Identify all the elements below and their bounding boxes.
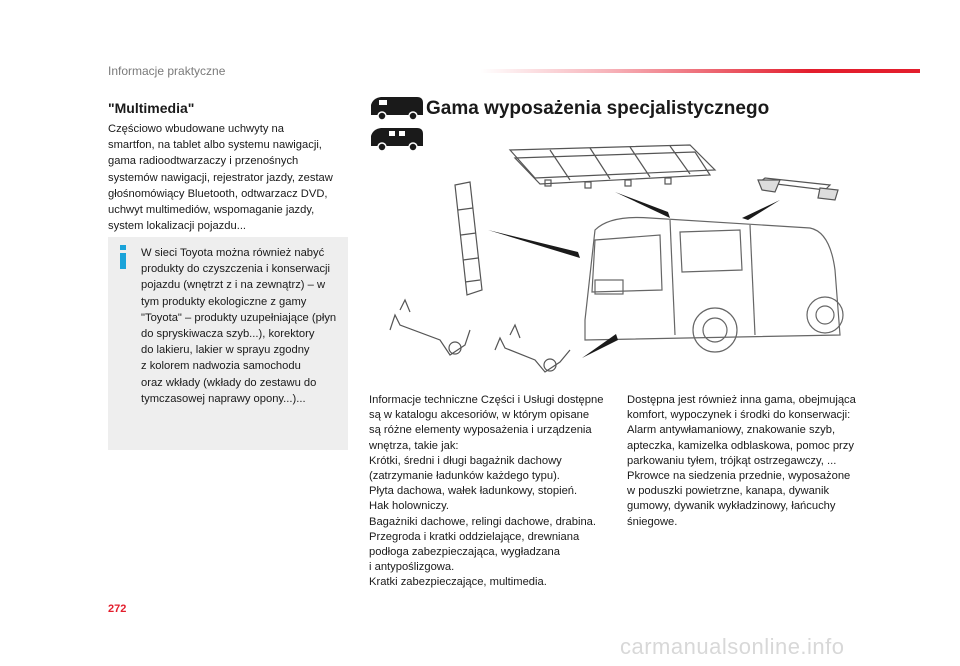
ladder-drawing (455, 182, 482, 295)
watermark: carmanualsonline.info (620, 634, 845, 659)
van-drawing (585, 218, 843, 353)
info-box-text: W sieci Toyota można również nabyć produkty do czyszczenia i konserwacji pojazdu (wnętrzt z i na zewnątrz) – w tym produkty ekologiczne z gamy "Toyota" – produkty uzupełniające (płyn do spryskiwacza szyb...), korektory do lakieru, lakier w sprayu zgodny z kolorem nadwozia samochodu oraz wkłady (wkłady do zestawu do tymczasowej naprawy opony...)... (141, 247, 337, 405)
gama-title: Gama wyposażenia specjalistycznego (426, 98, 770, 119)
column-right-text: Dostępna jest również inna gama, obejmująca komfort, wypoczynek i środki do konserwacji: Alarm antywłamaniowy, znakowanie szyb, apteczka, kamizelka odblaskowa, pomoc przy parkowaniu tyłem, trójkąt ostrzegawczy, ... Pkrowce na siedzenia przednie, wyposażone w poduszki powietrzne, kanapa, dywanik gumowy, dywanik wykładzinowy, łańcuchy śniegowe. (627, 394, 856, 528)
info-box (108, 237, 348, 450)
section-title-multimedia: "Multimedia" (108, 100, 195, 116)
van-icon (369, 95, 425, 121)
multimedia-description: Częściowo wbudowane uchwyty na smartfon, na tablet albo systemu nawigacji, gama radioodtwarzaczy i przenośnych systemów nawigacji, rejestrator jazdy, zestaw głośnomówiący Bluetooth, odtwarzacz DVD, uchwyt multimediów, wspomaganie jazdy, system lokalizacji pojazdu... (108, 123, 333, 233)
column-middle-text: Informacje techniczne Części i Usługi dostępne są w katalogu akcesoriów, w którym opisane są różne elementy wyposażenia i urządzenia wnętrza, takie jak: Krótki, średni i długi bagażnik dachowy (zatrzymanie ładunków każdego typu). Płyta dachowa, wałek ładunkowy, stopień. Hak holowniczy. Bagażniki dachowe, relingi dachowe, drabina. Przegroda i kratki oddzielające, drewniana podłoga zabezpieczająca, wygładzana i antypoślizgowa. Kratki zabezpieczające, multimedia. (369, 394, 604, 589)
roof-rack-drawing (510, 145, 715, 188)
header-accent-line (480, 69, 920, 73)
header-label: Informacje praktyczne (108, 64, 226, 78)
page-number: 272 (108, 603, 127, 615)
accessories-illustration (370, 140, 860, 385)
tow-hook-drawing (390, 300, 570, 372)
info-icon (116, 245, 130, 269)
roof-bar-drawing (758, 178, 838, 200)
